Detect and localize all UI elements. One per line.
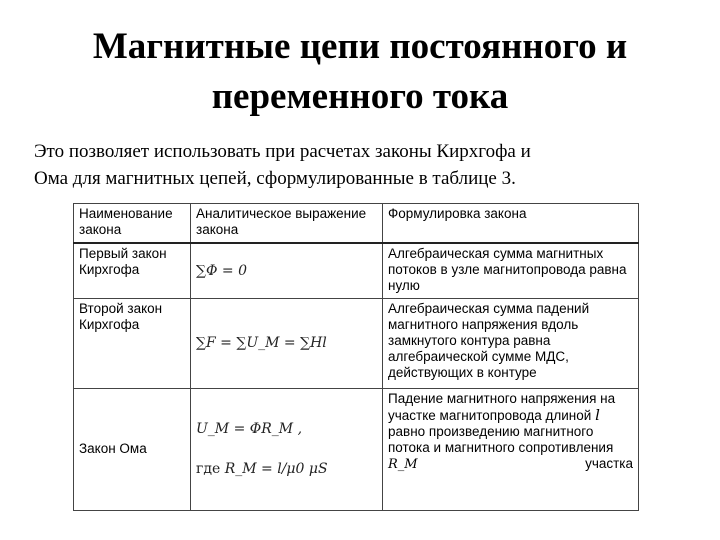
header-expression: Аналитическое выражение закона	[191, 204, 383, 244]
table-row-ohm	[74, 388, 639, 510]
intro-line1: Это позволяет использовать при расчетах законы Кирхгофа и	[34, 141, 531, 162]
table-row-kirchhoff1	[74, 243, 639, 298]
statement-kirchhoff1: Алгебраическая сумма магнитных потоков в узле магнитопровода равна нулю	[388, 246, 627, 293]
slide-title-line2: переменного тока	[211, 76, 509, 117]
formula-kirchhoff2: ∑F = ∑U_M = ∑Hl	[196, 335, 327, 351]
slide-title	[0, 22, 720, 122]
formula-cell	[191, 298, 383, 388]
statement-ohm-var-rm: R_M	[388, 456, 418, 472]
statement-cell	[383, 243, 639, 298]
law-name-cell: Закон Ома	[74, 388, 191, 510]
formula-cell	[191, 388, 383, 510]
statement-kirchhoff2: Алгебраическая сумма падений магнитного напряжения вдоль замкнутого контура равна алгебраической сумме МДС, действующих в контуре	[388, 300, 590, 380]
formula-ohm-line1: U_M = ΦR_M ,	[196, 421, 303, 437]
formula-ohm-where: где	[196, 461, 221, 477]
law-name-cell: Первый закон Кирхгофа	[74, 243, 191, 298]
statement-ohm-part2: равно произведению магнитного потока и магнитного сопротивления	[388, 423, 614, 455]
formula-cell	[191, 243, 383, 298]
header-law-name: Наименование закона	[74, 204, 191, 244]
header-statement: Формулировка закона	[383, 204, 639, 244]
intro-line2: Ома для магнитных цепей, сформулированные в таблице 3.	[34, 168, 516, 189]
table-row-kirchhoff2	[74, 298, 639, 388]
statement-cell	[383, 298, 639, 388]
formula-ohm-line2	[196, 449, 377, 489]
statement-ohm-part3: участка	[585, 455, 633, 471]
laws-table	[73, 203, 639, 511]
statement-cell	[383, 388, 639, 510]
law-name-cell: Второй закон Кирхгофа	[74, 298, 191, 388]
statement-ohm-var-l: l	[595, 405, 600, 424]
formula-ohm-reluctance: R_M = l/μ0 μS	[224, 461, 328, 477]
slide-title-line1: Магнитные цепи постоянного и	[92, 26, 628, 67]
formula-kirchhoff1: ∑Φ = 0	[196, 262, 248, 279]
statement-ohm-part1: Падение магнитного напряжения на участке магнитопровода длиной	[388, 390, 616, 423]
intro-paragraph	[34, 138, 694, 192]
table-header-row	[74, 204, 639, 244]
